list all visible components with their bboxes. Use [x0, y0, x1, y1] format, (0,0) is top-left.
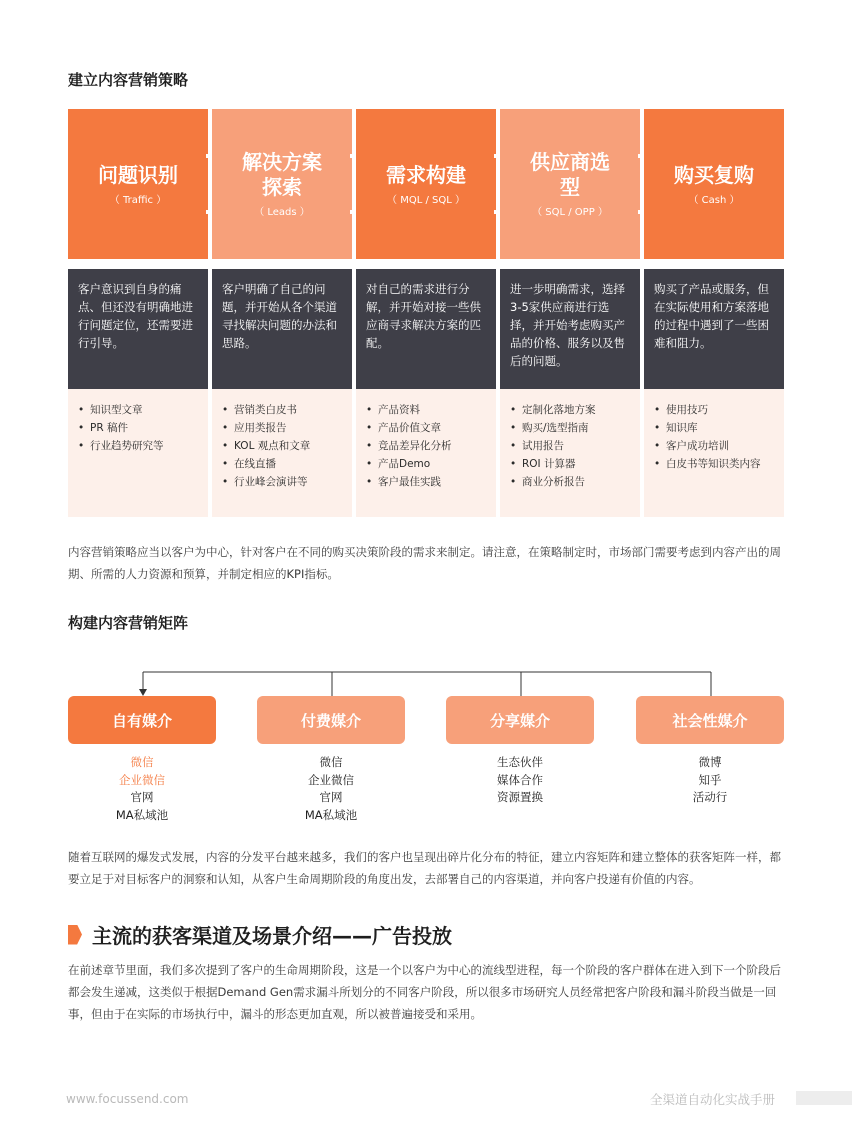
channel-item: 微博	[698, 755, 722, 769]
list-item: • 购买/选型指南	[510, 419, 630, 437]
stage-description: 客户意识到自身的痛点、但还没有明确地进行问题定位，还需要进行引导。	[68, 269, 208, 389]
stage-title: 购买复购	[674, 162, 754, 187]
stage-subtitle: （ Leads ）	[254, 207, 310, 218]
channel-item: 资源置换	[497, 790, 543, 804]
stage-description: 购买了产品或服务，但在实际使用和方案落地的过程中遇到了一些困难和阻力。	[644, 269, 784, 389]
list-item: • 竞品差异化分析	[366, 437, 486, 455]
channel-item: 企业微信	[308, 772, 354, 787]
channel-item: 知乎	[698, 772, 722, 787]
section-title-strategy: 建立内容营销策略	[68, 71, 189, 89]
channel-item: 活动行	[692, 790, 728, 804]
channel-item: 媒体合作	[497, 772, 543, 787]
matrix-channel-list	[636, 754, 784, 807]
stage-title: 问题识别	[98, 162, 178, 187]
footer-url[interactable]: www.focussend.com	[66, 1092, 189, 1106]
stage-subtitle: （ Cash ）	[688, 194, 740, 206]
section-title-matrix: 构建内容营销矩阵	[68, 614, 189, 632]
channel-item: 微信	[130, 755, 154, 769]
stage-content-list	[68, 389, 208, 517]
channel-item: 官网	[319, 790, 343, 804]
list-item: • 客户最佳实践	[366, 473, 486, 491]
channel-item: 生态伙伴	[497, 755, 543, 769]
list-item: • ROI 计算器	[510, 455, 630, 473]
stage-card	[500, 109, 640, 517]
stage-content-list	[500, 389, 640, 517]
lifecycle-paragraph: 在前述章节里面，我们多次提到了客户的生命周期阶段，这是一个以客户为中心的流线型进程，每一个阶段的客户群体在进入到下一个阶段后都会发生递减，这类似于根据Demand Gen需求漏斗所划分的不同客户阶段，所以很多市场研究人员经常把客户阶段和漏斗阶段当做是一回事，但由于在实际的市场执行中，漏斗的形态更加直观，所以被普遍接受和采用。	[68, 963, 781, 1021]
stage-header	[500, 109, 640, 259]
stage-cards	[68, 109, 785, 519]
matrix-channel-list	[446, 754, 594, 807]
stage-description: 对自己的需求进行分解，并开始对接一些供应商寻求解决方案的匹配。	[356, 269, 496, 389]
channel-item: 官网	[130, 790, 154, 804]
heading-text: 主流的获客渠道及场景介绍——广告投放	[92, 924, 452, 948]
stage-header	[68, 109, 208, 259]
matrix-paragraph: 随着互联网的爆发式发展，内容的分发平台越来越多，我们的客户也呈现出碎片化分布的特征，建立内容矩阵和建立整体的获客矩阵一样，都要立足于对目标客户的洞察和认知，从客户生命周期阶段的角度出发，去部署自己的内容渠道，并向客户投递有价值的内容。	[68, 850, 781, 886]
list-item: • 产品Demo	[366, 455, 486, 473]
stage-description: 进一步明确需求，选择3-5家供应商进行选择，并开始考虑购买产品的价格、服务以及售后的问题。	[500, 269, 640, 389]
section-heading	[68, 920, 452, 949]
list-item: • 白皮书等知识类内容	[654, 455, 774, 473]
list-item: • 使用技巧	[654, 401, 774, 419]
matrix-channel-list	[68, 754, 216, 824]
stage-title: 需求构建	[386, 162, 466, 187]
list-item: • 行业峰会演讲等	[222, 473, 342, 491]
list-item: • 知识库	[654, 419, 774, 437]
stage-content-list	[356, 389, 496, 517]
list-item: • 试用报告	[510, 437, 630, 455]
matrix-media-box: 社会性媒介	[636, 696, 784, 744]
channel-item: MA私域池	[304, 807, 358, 822]
list-item: • 产品资料	[366, 401, 486, 419]
stage-content-list	[212, 389, 352, 517]
matrix-connector	[68, 668, 785, 698]
footer-page-bar	[796, 1091, 852, 1105]
stage-content-list	[644, 389, 784, 517]
channel-item: 企业微信	[119, 772, 165, 787]
stage-title: 供应商选型	[530, 150, 610, 199]
stage-card	[68, 109, 208, 517]
stage-subtitle: （ Traffic ）	[109, 194, 167, 206]
footer-title: 全渠道自动化实战手册	[650, 1092, 776, 1107]
strategy-paragraph: 内容营销策略应当以客户为中心，针对客户在不同的购买决策阶段的需求来制定。请注意，在策略制定时，市场部门需要考虑到内容产出的周期、所需的人力资源和预算，并制定相应的KPI指标。	[68, 545, 781, 581]
list-item: • 定制化落地方案	[510, 401, 630, 419]
matrix-channel-list	[257, 754, 405, 824]
list-item: • 客户成功培训	[654, 437, 774, 455]
stage-description: 客户明确了自己的问题，并开始从各个渠道寻找解决问题的办法和思路。	[212, 269, 352, 389]
stage-title: 解决方案探索	[242, 150, 322, 199]
stage-card	[356, 109, 496, 517]
stage-card	[644, 109, 784, 517]
matrix-media-box: 自有媒介	[68, 696, 216, 744]
matrix-media-box: 分享媒介	[446, 696, 594, 744]
list-item: • 应用类报告	[222, 419, 342, 437]
stage-header	[212, 109, 352, 259]
list-item: • 知识型文章	[78, 401, 198, 419]
channel-item: 微信	[319, 755, 343, 769]
list-item: • 产品价值文章	[366, 419, 486, 437]
heading-marker-icon	[68, 925, 82, 945]
stage-header	[644, 109, 784, 259]
matrix-media-box: 付费媒介	[257, 696, 405, 744]
list-item: • 商业分析报告	[510, 473, 630, 491]
list-item: • 行业趋势研究等	[78, 437, 198, 455]
list-item: • 在线直播	[222, 455, 342, 473]
stage-subtitle: （ MQL / SQL ）	[387, 194, 465, 206]
list-item: • 营销类白皮书	[222, 401, 342, 419]
list-item: • KOL 观点和文章	[222, 437, 342, 455]
stage-subtitle: （ SQL / OPP ）	[532, 207, 608, 218]
list-item: • PR 稿件	[78, 419, 198, 437]
content-matrix	[68, 668, 785, 828]
channel-item: MA私域池	[115, 807, 169, 822]
stage-header	[356, 109, 496, 259]
stage-card	[212, 109, 352, 517]
